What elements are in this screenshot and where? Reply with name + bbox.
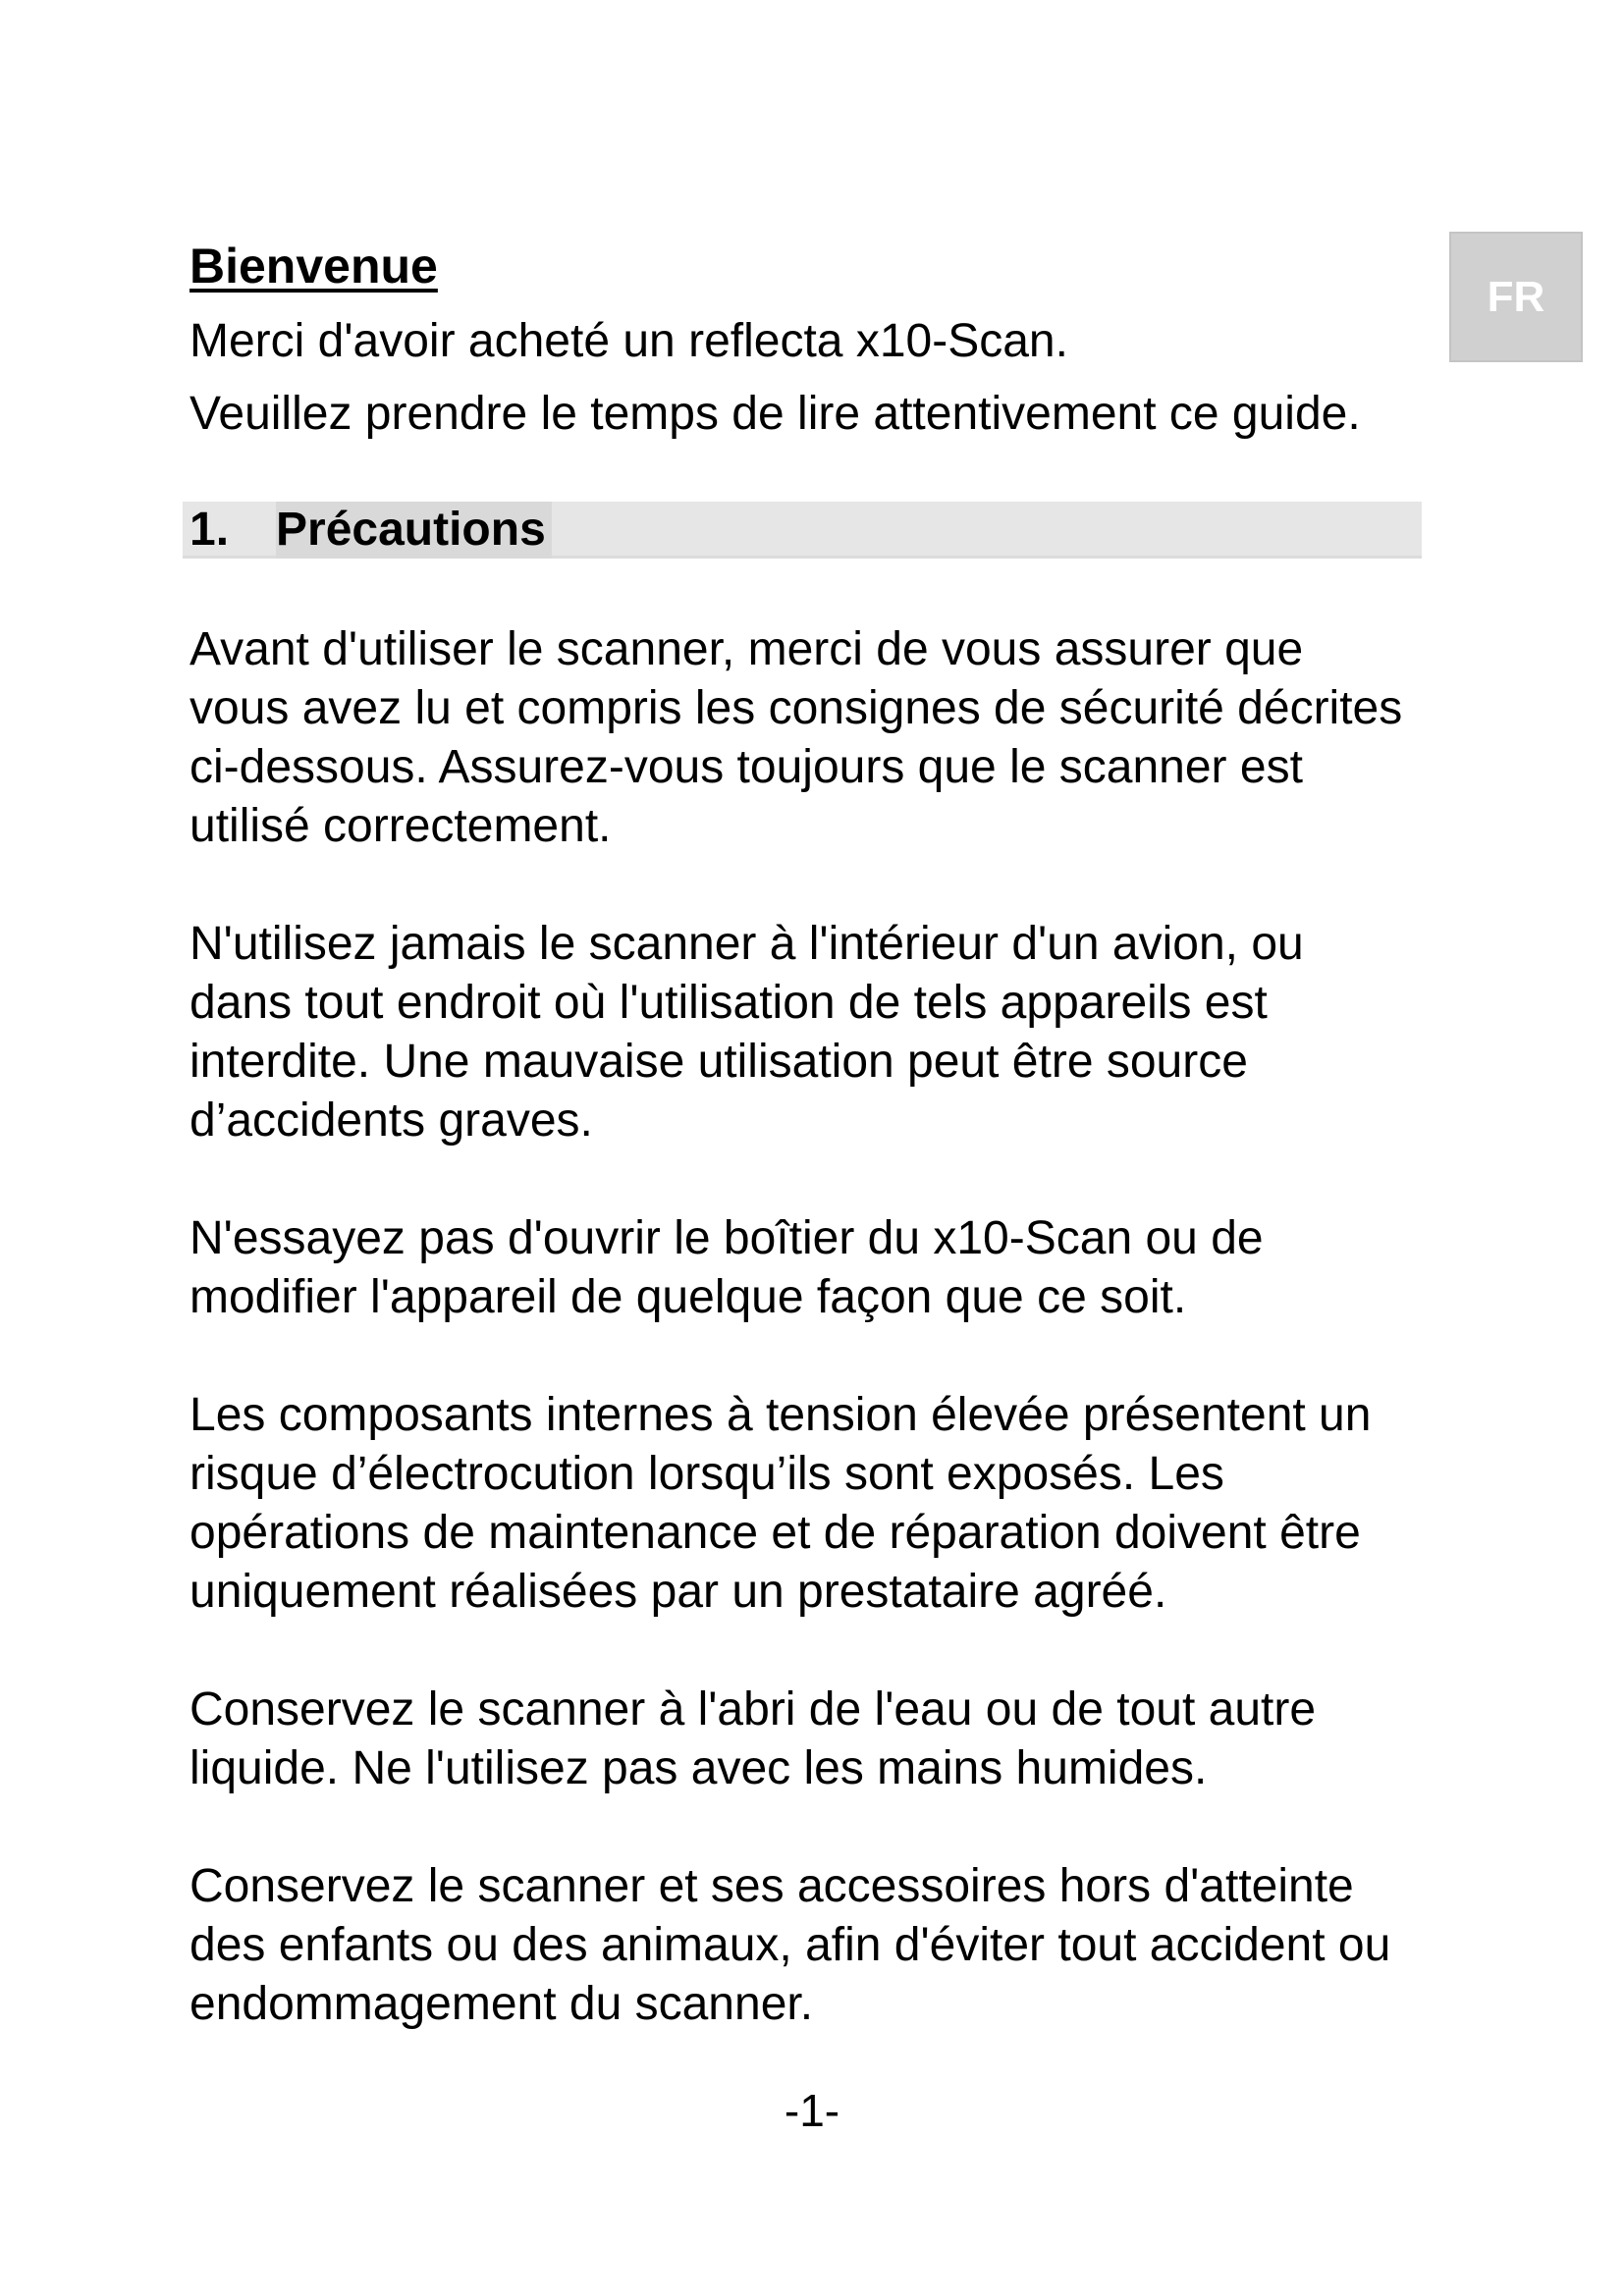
- text-line: d’accidents graves.: [189, 1095, 593, 1147]
- text-line: uniquement réalisées par un prestataire agréé.: [189, 1566, 1167, 1618]
- welcome-line-2: Veuillez prendre le temps de lire attentivement ce guide.: [189, 388, 1361, 440]
- text-line: liquide. Ne l'utilisez pas avec les mains humides.: [189, 1742, 1208, 1794]
- text-line: opérations de maintenance et de réparation doivent être: [189, 1507, 1361, 1559]
- text-line: vous avez lu et compris les consignes de sécurité décrites: [189, 682, 1403, 734]
- text-line: N'utilisez jamais le scanner à l'intérieur d'un avion, ou: [189, 918, 1304, 970]
- welcome-line-1: Merci d'avoir acheté un reflecta x10-Scan.: [189, 315, 1068, 367]
- text-line: Conservez le scanner à l'abri de l'eau ou de tout autre: [189, 1683, 1317, 1735]
- section-title: Précautions: [276, 502, 552, 559]
- text-line: endommagement du scanner.: [189, 1978, 814, 2030]
- paragraph-precaution-5: [189, 1681, 1486, 1798]
- paragraph-precaution-4: [189, 1386, 1486, 1622]
- language-tab: FR: [1449, 232, 1583, 362]
- text-line: ci-dessous. Assurez-vous toujours que le scanner est: [189, 741, 1303, 793]
- text-line: Avant d'utiliser le scanner, merci de vous assurer que: [189, 623, 1304, 675]
- text-line: interdite. Une mauvaise utilisation peut être source: [189, 1036, 1248, 1088]
- text-line: Conservez le scanner et ses accessoires hors d'atteinte: [189, 1860, 1354, 1912]
- section-number: 1.: [189, 504, 230, 556]
- text-line: N'essayez pas d'ouvrir le boîtier du x10-Scan ou de: [189, 1212, 1264, 1264]
- text-line: Les composants internes à tension élevée présentent un: [189, 1389, 1372, 1441]
- paragraph-precaution-3: [189, 1209, 1486, 1327]
- paragraph-precaution-6: [189, 1857, 1486, 2034]
- text-line: utilisé correctement.: [189, 800, 612, 852]
- text-line: risque d’électrocution lorsqu’ils sont exposés. Les: [189, 1448, 1224, 1500]
- welcome-title: Bienvenue: [189, 239, 438, 294]
- text-line: dans tout endroit où l'utilisation de tels appareils est: [189, 977, 1268, 1029]
- paragraph-precaution-2: [189, 915, 1486, 1150]
- section-heading-bar: [183, 502, 1422, 559]
- paragraph-precaution-1: [189, 620, 1486, 856]
- text-line: des enfants ou des animaux, afin d'éviter tout accident ou: [189, 1919, 1391, 1971]
- page-number: -1-: [784, 2085, 840, 2136]
- text-line: modifier l'appareil de quelque façon que ce soit.: [189, 1271, 1187, 1323]
